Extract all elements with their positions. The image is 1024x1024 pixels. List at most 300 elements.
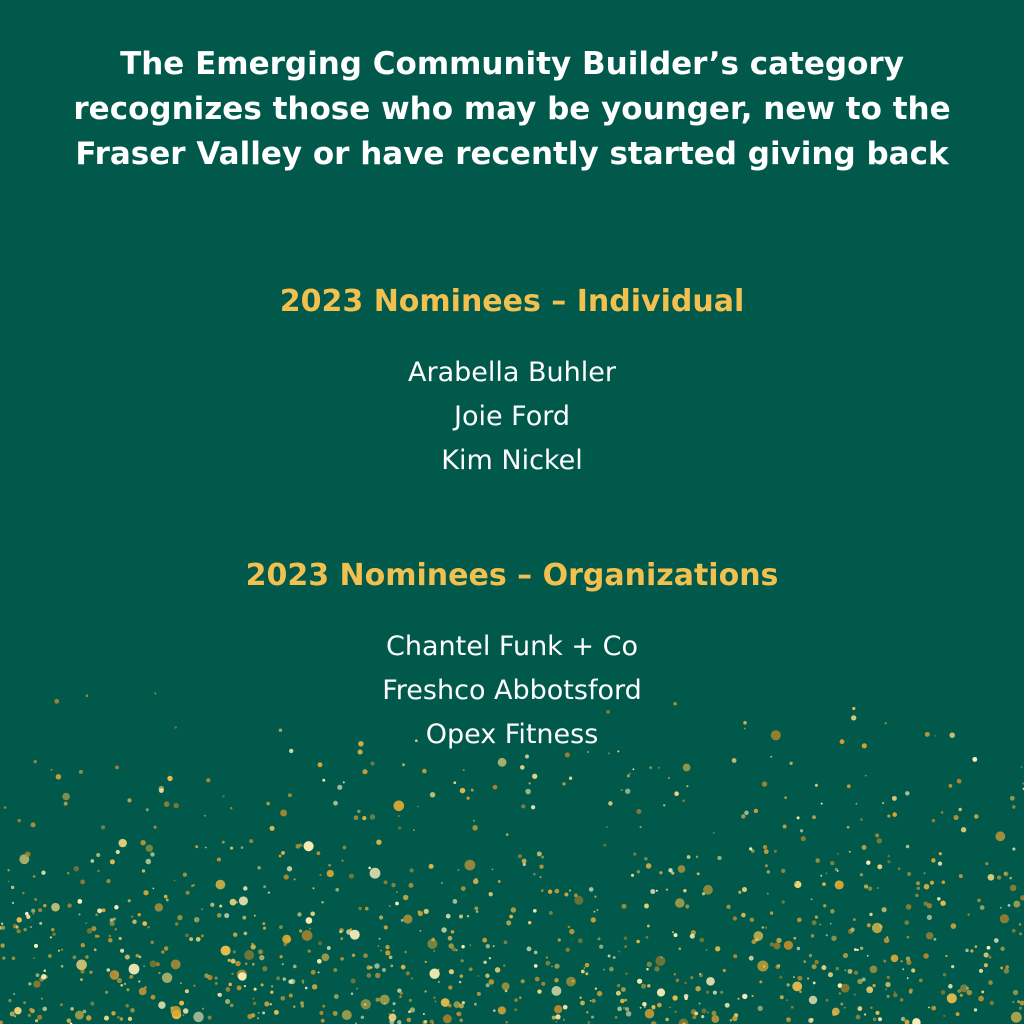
glitter-dot	[130, 975, 134, 979]
glitter-dot	[980, 905, 985, 910]
glitter-dot	[848, 969, 853, 974]
glitter-dot	[799, 990, 802, 993]
glitter-dot	[341, 860, 343, 862]
glitter-dot	[723, 969, 726, 972]
glitter-dot	[663, 804, 665, 806]
glitter-dot	[713, 832, 715, 834]
glitter-dot	[14, 1015, 16, 1017]
glitter-dot	[364, 1003, 366, 1005]
glitter-dot	[809, 954, 812, 957]
glitter-dot	[31, 909, 35, 913]
glitter-dot	[811, 934, 815, 938]
glitter-dot	[820, 875, 822, 877]
glitter-dot	[51, 903, 60, 912]
glitter-dot	[218, 993, 222, 997]
glitter-dot	[555, 889, 560, 894]
glitter-dot	[473, 820, 475, 822]
glitter-dot	[322, 779, 325, 782]
glitter-dot	[389, 1014, 397, 1022]
glitter-dot	[647, 962, 652, 967]
glitter-dot	[872, 923, 882, 933]
glitter-dot	[647, 984, 650, 987]
glitter-dot	[406, 971, 410, 975]
glitter-dot	[506, 920, 511, 925]
glitter-dot	[650, 889, 655, 894]
glitter-dot	[965, 949, 969, 953]
glitter-dot	[915, 894, 918, 897]
glitter-dot	[960, 994, 963, 997]
glitter-dot	[886, 936, 888, 938]
glitter-dot	[926, 932, 933, 939]
glitter-dot	[887, 860, 890, 863]
glitter-dot	[683, 800, 685, 802]
glitter-dot	[429, 969, 439, 979]
glitter-dot	[253, 998, 255, 1000]
glitter-dot	[637, 870, 640, 873]
glitter-dot	[235, 901, 238, 904]
glitter-dot	[649, 766, 652, 769]
glitter-dot	[882, 907, 887, 912]
glitter-dot	[221, 946, 231, 956]
glitter-dot	[751, 995, 753, 997]
glitter-dot	[493, 945, 495, 947]
glitter-dot	[299, 843, 303, 847]
glitter-dot	[476, 910, 479, 913]
glitter-dot	[56, 774, 62, 780]
glitter-dot	[321, 901, 323, 903]
glitter-dot	[646, 863, 652, 869]
glitter-dot	[906, 904, 912, 910]
glitter-dot	[328, 864, 331, 867]
glitter-dot	[502, 982, 510, 990]
glitter-dot	[815, 784, 818, 787]
glitter-dot	[183, 1014, 185, 1016]
glitter-dot	[230, 847, 233, 850]
glitter-dot	[340, 957, 344, 961]
glitter-dot	[448, 936, 453, 941]
glitter-dot	[844, 969, 846, 971]
glitter-dot	[89, 971, 92, 974]
glitter-dot	[812, 920, 817, 925]
glitter-dot	[838, 983, 843, 988]
glitter-dot	[617, 984, 620, 987]
glitter-dot	[830, 923, 832, 925]
glitter-dot	[923, 953, 928, 958]
glitter-dot	[658, 767, 660, 769]
glitter-dot	[318, 941, 322, 945]
glitter-dot	[943, 973, 946, 976]
glitter-dot	[64, 802, 68, 806]
glitter-dot	[334, 994, 339, 999]
glitter-dot	[472, 825, 477, 830]
glitter-dot	[882, 802, 884, 804]
glitter-dot	[111, 1011, 115, 1015]
glitter-dot	[115, 928, 118, 931]
glitter-dot	[566, 977, 576, 987]
glitter-dot	[865, 775, 867, 777]
glitter-dot	[776, 938, 781, 943]
glitter-dot	[835, 880, 844, 889]
glitter-dot	[357, 810, 360, 813]
glitter-dot	[706, 991, 709, 994]
glitter-dot	[451, 930, 454, 933]
glitter-dot	[537, 989, 541, 993]
glitter-dot	[541, 982, 545, 986]
glitter-dot	[393, 1002, 396, 1005]
glitter-dot	[379, 915, 383, 919]
glitter-dot	[765, 864, 768, 867]
glitter-dot	[441, 927, 446, 932]
glitter-dot	[185, 989, 189, 993]
glitter-dot	[521, 804, 525, 808]
glitter-dot	[867, 990, 870, 993]
glitter-dot	[44, 969, 47, 972]
glitter-dot	[938, 862, 942, 866]
glitter-dot	[61, 965, 64, 968]
glitter-dot	[477, 975, 479, 977]
glitter-dot	[391, 883, 395, 887]
glitter-dot	[389, 956, 393, 960]
glitter-dot	[193, 985, 195, 987]
glitter-dot	[217, 913, 222, 918]
glitter-dot	[319, 1011, 323, 1015]
glitter-dot	[979, 969, 983, 973]
glitter-dot	[474, 1003, 477, 1006]
glitter-dot	[742, 994, 747, 999]
glitter-dot	[378, 945, 380, 947]
glitter-dot	[985, 862, 988, 865]
glitter-dot	[592, 999, 596, 1003]
glitter-dot	[774, 850, 777, 853]
glitter-dot	[957, 779, 962, 784]
glitter-dot	[839, 992, 841, 994]
glitter-dot	[80, 880, 85, 885]
glitter-dot	[318, 971, 320, 973]
glitter-dot	[552, 1016, 556, 1020]
glitter-dot	[700, 938, 705, 943]
glitter-dot	[474, 906, 478, 910]
glitter-dot	[284, 874, 289, 879]
glitter-dot	[931, 858, 935, 862]
glitter-dot	[142, 921, 147, 926]
glitter-dot	[120, 1017, 123, 1020]
glitter-dot	[73, 955, 77, 959]
glitter-dot	[930, 881, 934, 885]
glitter-dot	[924, 872, 926, 874]
glitter-dot	[166, 898, 169, 901]
nominee-name: Arabella Buhler	[408, 357, 616, 388]
glitter-dot	[380, 995, 390, 1005]
glitter-dot	[800, 829, 803, 832]
glitter-dot	[901, 960, 903, 962]
glitter-dot	[822, 882, 826, 886]
glitter-dot	[581, 970, 585, 974]
glitter-dot	[482, 938, 487, 943]
glitter-dot	[633, 768, 635, 770]
glitter-dot	[793, 976, 795, 978]
glitter-dot	[380, 950, 382, 952]
glitter-dot	[1020, 895, 1024, 900]
glitter-dot	[266, 802, 270, 806]
glitter-dot	[734, 1018, 736, 1020]
glitter-dot	[843, 953, 848, 958]
glitter-dot	[179, 1001, 184, 1006]
glitter-dot	[1000, 914, 1009, 923]
glitter-dot	[554, 964, 559, 969]
glitter-dot	[636, 809, 641, 814]
glitter-dot	[595, 988, 597, 990]
glitter-dot	[251, 1013, 255, 1017]
glitter-dot	[354, 815, 359, 820]
glitter-dot	[733, 916, 737, 920]
glitter-dot	[951, 923, 957, 929]
glitter-dot	[830, 909, 835, 914]
glitter-dot	[101, 825, 105, 829]
glitter-dot	[798, 882, 801, 885]
glitter-dot	[7, 869, 9, 871]
nominee-name: Kim Nickel	[441, 445, 583, 476]
glitter-dot	[403, 895, 408, 900]
glitter-dot	[832, 1008, 840, 1016]
glitter-dot	[186, 891, 190, 895]
glitter-dot	[1013, 901, 1020, 908]
glitter-dot	[832, 1012, 836, 1016]
glitter-dot	[463, 769, 465, 771]
glitter-dot	[306, 917, 313, 924]
glitter-dot	[363, 953, 368, 958]
glitter-dot	[786, 1017, 791, 1022]
glitter-dot	[33, 875, 36, 878]
glitter-dot	[151, 995, 156, 1000]
glitter-dot	[684, 997, 687, 1000]
glitter-dot	[707, 1011, 709, 1013]
glitter-dot	[233, 950, 236, 953]
glitter-dot	[624, 937, 627, 940]
glitter-dot	[433, 950, 435, 952]
glitter-dot	[281, 851, 285, 855]
glitter-dot	[30, 1009, 35, 1014]
glitter-dot	[656, 890, 658, 892]
glitter-dot	[977, 898, 981, 902]
glitter-dot	[675, 898, 685, 908]
glitter-dot	[797, 918, 802, 923]
glitter-dot	[191, 885, 193, 887]
glitter-dot	[585, 972, 588, 975]
glitter-dot	[282, 963, 284, 965]
glitter-dot	[430, 1020, 434, 1024]
glitter-dot	[533, 873, 536, 876]
glitter-dot	[78, 913, 80, 915]
glitter-dot	[171, 1006, 181, 1016]
glitter-dot	[1004, 872, 1006, 874]
glitter-dot	[564, 893, 568, 897]
glitter-dot	[217, 993, 220, 996]
glitter-dot	[174, 880, 176, 882]
category-description: The Emerging Community Builder’s category recognizes those who may be younger, new to the Fraser Valley or have recently started giving back	[73, 46, 951, 172]
glitter-dot	[763, 845, 767, 849]
glitter-dot	[41, 974, 47, 980]
glitter-dot	[641, 984, 646, 989]
glitter-dot	[247, 1014, 252, 1019]
glitter-dot	[676, 979, 680, 983]
glitter-dot	[469, 967, 473, 971]
glitter-dot	[640, 826, 642, 828]
glitter-dot	[461, 886, 466, 891]
glitter-dot	[801, 836, 806, 841]
glitter-dot	[511, 907, 516, 912]
glitter-dot	[862, 845, 867, 850]
glitter-dot	[532, 774, 537, 779]
glitter-dot	[371, 762, 375, 766]
glitter-dot	[44, 975, 48, 979]
glitter-dot	[312, 984, 317, 989]
glitter-dot	[252, 963, 255, 966]
glitter-dot	[674, 933, 678, 937]
glitter-dot	[67, 872, 69, 874]
glitter-dot	[477, 992, 481, 996]
glitter-dot	[194, 917, 199, 922]
glitter-dot	[462, 1001, 465, 1004]
glitter-dot	[280, 955, 283, 958]
glitter-dot	[640, 1007, 642, 1009]
glitter-dot	[215, 977, 218, 980]
glitter-dot	[674, 791, 679, 796]
glitter-dot	[116, 850, 120, 854]
glitter-dot	[321, 1019, 325, 1023]
glitter-dot	[1019, 932, 1022, 935]
glitter-dot	[558, 938, 561, 941]
glitter-dot	[117, 978, 122, 983]
glitter-dot	[398, 815, 400, 817]
glitter-dot	[384, 925, 388, 929]
glitter-dot	[937, 897, 940, 900]
glitter-dot	[867, 955, 869, 957]
glitter-dot	[449, 969, 454, 974]
glitter-dot	[231, 959, 236, 964]
glitter-dot	[676, 904, 679, 907]
glitter-dot	[389, 1019, 394, 1024]
glitter-dot	[430, 792, 435, 797]
glitter-dot	[389, 905, 391, 907]
glitter-dot	[489, 892, 493, 896]
glitter-dot	[554, 1005, 562, 1013]
glitter-dot	[95, 913, 98, 916]
glitter-dot	[864, 885, 868, 889]
glitter-dot	[651, 1006, 655, 1010]
glitter-dot	[841, 984, 850, 993]
glitter-dot	[787, 983, 790, 986]
glitter-dot	[301, 980, 304, 983]
glitter-dot	[770, 911, 773, 914]
glitter-dot	[293, 1006, 295, 1008]
glitter-dot	[452, 947, 456, 951]
glitter-dot	[757, 960, 768, 971]
glitter-dot	[349, 874, 354, 879]
glitter-dot	[609, 967, 614, 972]
glitter-dot	[254, 915, 256, 917]
glitter-dot	[287, 866, 292, 871]
glitter-dot	[765, 926, 767, 928]
glitter-dot	[701, 1015, 704, 1018]
glitter-dot	[361, 999, 371, 1009]
glitter-dot	[498, 758, 507, 767]
glitter-dot	[1012, 929, 1016, 933]
glitter-dot	[33, 957, 35, 959]
glitter-dot	[988, 980, 993, 985]
glitter-dot	[878, 1017, 882, 1021]
glitter-dot	[119, 937, 122, 940]
glitter-dot	[931, 1006, 936, 1011]
glitter-dot	[828, 972, 833, 977]
glitter-dot	[505, 1021, 508, 1024]
glitter-dot	[860, 947, 863, 950]
glitter-dot	[83, 1010, 87, 1014]
glitter-dot	[140, 840, 145, 845]
glitter-dot	[17, 819, 20, 822]
glitter-dot	[591, 1016, 594, 1019]
glitter-dot	[651, 1005, 655, 1009]
glitter-dot	[253, 1002, 256, 1005]
glitter-dot	[509, 915, 513, 919]
glitter-dot	[206, 778, 210, 782]
glitter-dot	[95, 935, 98, 938]
glitter-dot	[279, 855, 282, 858]
glitter-dot	[409, 883, 414, 888]
glitter-dot	[703, 885, 713, 895]
glitter-dot	[333, 968, 337, 972]
glitter-dot	[857, 1006, 862, 1011]
glitter-dot	[283, 977, 286, 980]
glitter-dot	[143, 890, 148, 895]
glitter-dot	[657, 1003, 662, 1008]
glitter-dot	[855, 803, 857, 805]
glitter-dot	[305, 987, 308, 990]
glitter-dot	[911, 968, 915, 972]
glitter-dot	[730, 1019, 733, 1022]
nominee-name: Freshco Abbotsford	[382, 675, 642, 706]
glitter-dot	[48, 954, 52, 958]
glitter-dot	[860, 818, 863, 821]
glitter-dot	[1012, 805, 1016, 809]
glitter-dot	[988, 956, 991, 959]
glitter-dot	[904, 1019, 906, 1021]
glitter-dot	[85, 922, 87, 924]
glitter-dot	[339, 930, 342, 933]
glitter-dot	[301, 1004, 304, 1007]
glitter-dot	[448, 943, 453, 948]
glitter-dot	[837, 870, 839, 872]
glitter-dot	[274, 1010, 279, 1015]
glitter-dot	[690, 976, 693, 979]
glitter-dot	[110, 921, 115, 926]
glitter-dot	[289, 994, 293, 998]
glitter-dot	[894, 991, 896, 993]
glitter-dot	[290, 979, 295, 984]
glitter-dot	[528, 782, 530, 784]
glitter-dot	[981, 990, 984, 993]
glitter-dot	[216, 880, 226, 890]
glitter-dot	[262, 966, 267, 971]
glitter-dot	[339, 928, 344, 933]
glitter-dot	[738, 891, 741, 894]
glitter-dot	[127, 798, 131, 802]
glitter-dot	[1012, 847, 1015, 850]
glitter-dot	[245, 962, 248, 965]
glitter-dot	[755, 938, 759, 942]
glitter-dot	[598, 937, 601, 940]
glitter-dot	[297, 912, 301, 916]
glitter-dot	[358, 907, 361, 910]
